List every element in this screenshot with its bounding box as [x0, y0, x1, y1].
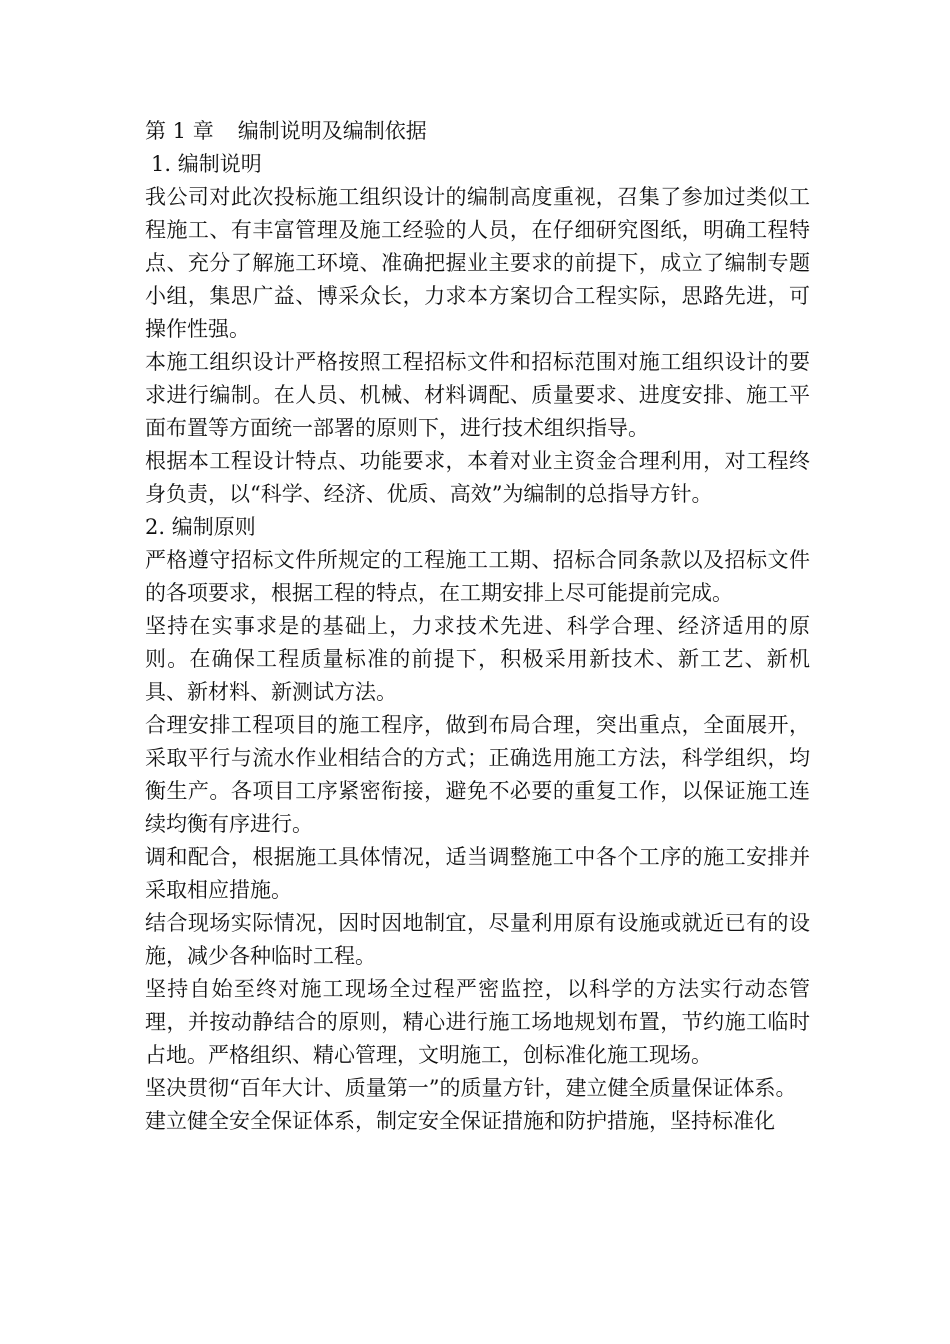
- paragraph: 严格遵守招标文件所规定的工程施工工期、招标合同条款以及招标文件的各项要求，根据工程的特点，在工期安排上尽可能提前完成。: [145, 548, 810, 605]
- paragraph: 结合现场实际情况，因时因地制宜，尽量利用原有设施或就近已有的设施，减少各种临时工程。: [145, 911, 810, 968]
- chapter-number: 第 1 章: [145, 119, 214, 143]
- section-heading-2: 2. 编制原则: [145, 515, 256, 539]
- chapter-title-text: 编制说明及编制依据: [237, 119, 427, 143]
- paragraph: 坚决贯彻“百年大计、质量第一”的质量方针，建立健全质量保证体系。: [145, 1076, 797, 1100]
- paragraph: 根据本工程设计特点、功能要求，本着对业主资金合理利用，对工程终身负责，以“科学、经济、优质、高效”为编制的总指导方针。: [145, 449, 810, 506]
- paragraph: 我公司对此次投标施工组织设计的编制高度重视，召集了参加过类似工程施工、有丰富管理及施工经验的人员，在仔细研究图纸，明确工程特点、充分了解施工环境、准确把握业主要求的前提下，成立了编制专题小组，集思广益、博采众长，力求本方案切合工程实际，思路先进，可操作性强。: [145, 185, 810, 341]
- document-page: [145, 115, 810, 1138]
- chapter-title: [145, 115, 810, 148]
- paragraph: 合理安排工程项目的施工程序，做到布局合理，突出重点，全面展开，采取平行与流水作业相结合的方式；正确选用施工方法，科学组织，均衡生产。各项目工序紧密衔接，避免不必要的重复工作，以保证施工连续均衡有序进行。: [145, 713, 810, 836]
- paragraph: 坚持自始至终对施工现场全过程严密监控，以科学的方法实行动态管理，并按动静结合的原则，精心进行施工场地规划布置，节约施工临时占地。严格组织、精心管理，文明施工，创标准化施工现场。: [145, 977, 810, 1067]
- paragraph: 建立健全安全保证体系，制定安全保证措施和防护措施，坚持标准化: [145, 1109, 775, 1133]
- paragraph: 坚持在实事求是的基础上，力求技术先进、科学合理、经济适用的原则。在确保工程质量标准的前提下，积极采用新技术、新工艺、新机具、新材料、新测试方法。: [145, 614, 810, 704]
- paragraph: 本施工组织设计严格按照工程招标文件和招标范围对施工组织设计的要求进行编制。在人员、机械、材料调配、质量要求、进度安排、施工平面布置等方面统一部署的原则下，进行技术组织指导。: [145, 350, 810, 440]
- paragraph: 调和配合，根据施工具体情况，适当调整施工中各个工序的施工安排并采取相应措施。: [145, 845, 810, 902]
- section-heading-1: 1. 编制说明: [151, 152, 262, 176]
